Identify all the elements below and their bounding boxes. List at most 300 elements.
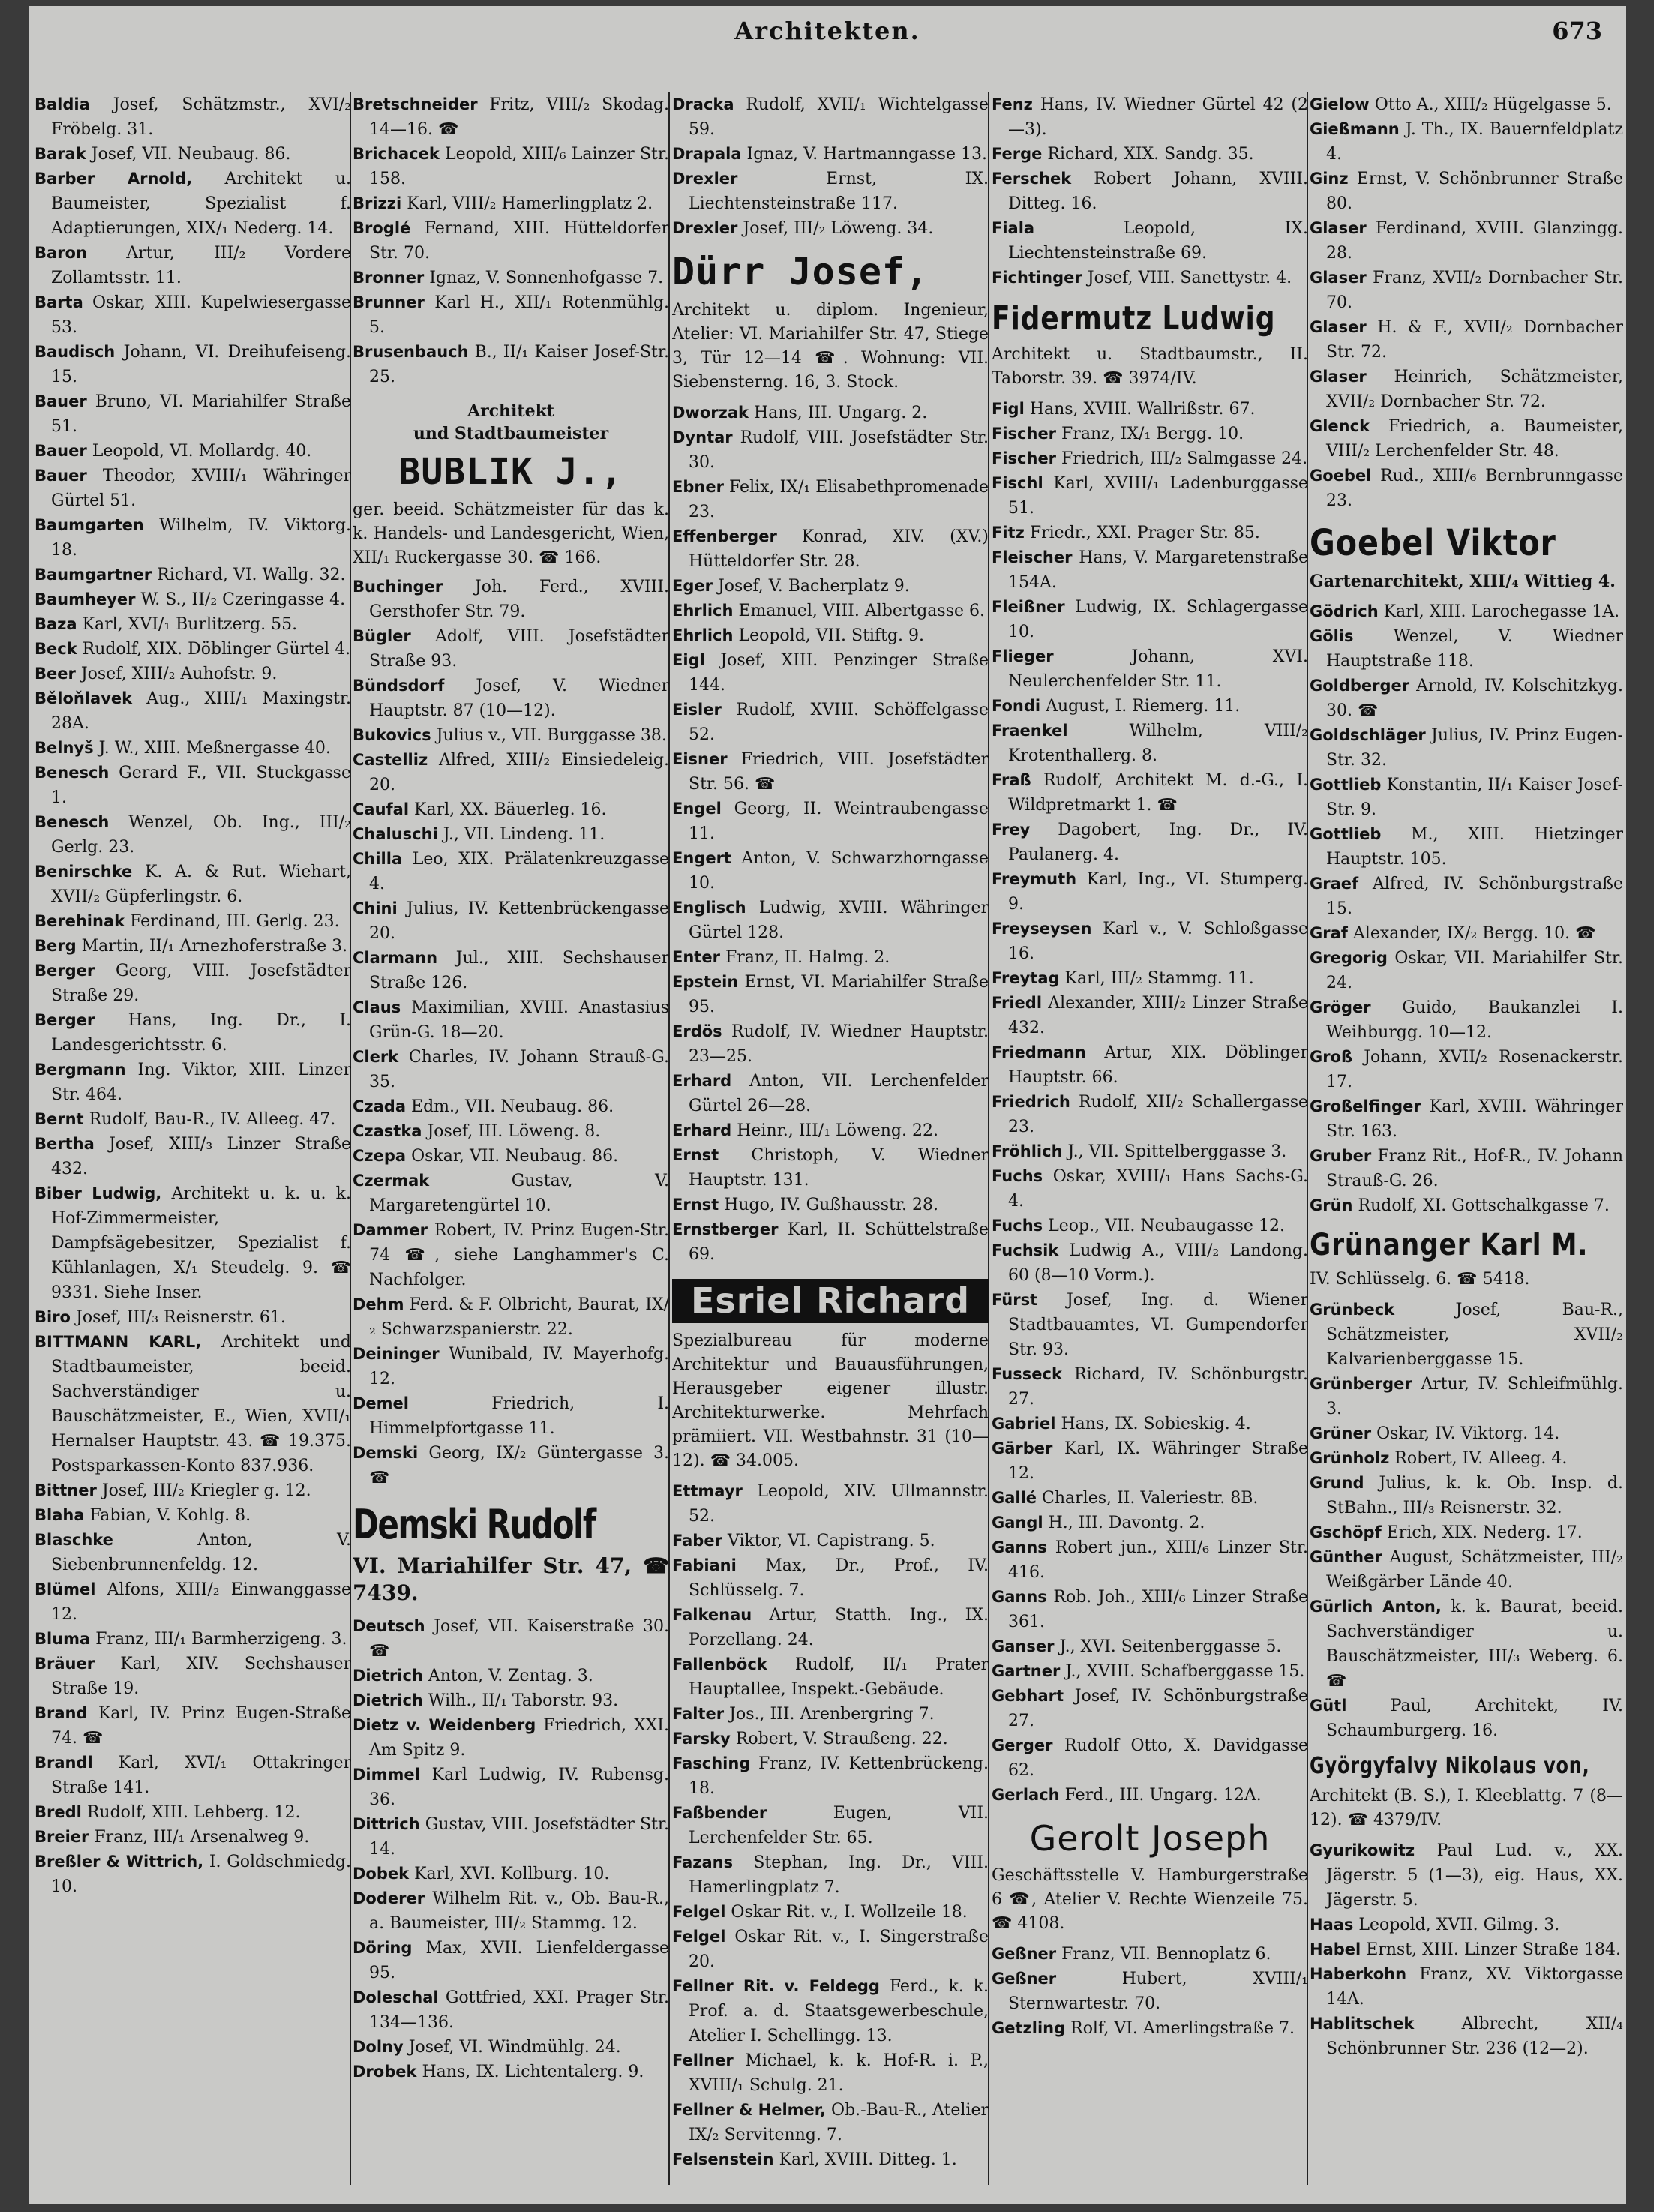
entry-details: Alexander, XIII/₂ Linzer Straße 432. — [1008, 994, 1308, 1038]
entry-list — [1310, 92, 1623, 513]
directory-entry — [672, 2048, 989, 2098]
entry-name: Blaschke — [35, 1531, 113, 1549]
entry-details: Oskar, VII. Mariahilfer Str. 24. — [1326, 948, 1623, 992]
entry-details: Richard, IV. Schönburgstr. 27. — [1008, 1365, 1308, 1409]
directory-entry — [353, 191, 669, 216]
column-1 — [35, 92, 351, 2185]
entry-name: Gottlieb — [1310, 824, 1382, 843]
directory-entry — [353, 1862, 669, 1886]
directory-entry — [1310, 624, 1623, 674]
entry-details: Georg, IX/₂ Güntergasse 3. ☎ — [369, 1443, 669, 1487]
entry-details: Georg, II. Weintraubengasse 11. — [689, 800, 989, 843]
entry-details: Hans, III. Ungarg. 2. — [753, 404, 928, 422]
directory-entry — [353, 1812, 669, 1862]
ad-line: und Stadtbaumeister — [413, 424, 609, 443]
entry-details: Josef, VI. Windmühlg. 24. — [408, 2038, 621, 2057]
directory-entry — [672, 747, 989, 797]
directory-entry — [1310, 1094, 1623, 1144]
directory-entry — [992, 545, 1308, 595]
entry-name: Breßler & Wittrich, — [35, 1853, 204, 1871]
directory-entry — [1310, 315, 1623, 365]
directory-entry — [35, 1330, 351, 1478]
entry-name: Dobek — [353, 1865, 410, 1883]
column-3 — [672, 92, 989, 2185]
entry-name: Eigl — [672, 651, 705, 669]
entry-name: Demel — [353, 1394, 409, 1412]
directory-entry — [992, 1040, 1308, 1090]
directory-entry — [992, 1634, 1308, 1659]
entry-details: K. A. & Rut. Wiehart, XVII/₂ Güpferlingstr. 6. — [51, 863, 351, 906]
entry-name: Ebner — [672, 478, 724, 496]
directory-entry — [35, 1528, 351, 1577]
advertisement-esriel — [672, 1279, 989, 1473]
directory-entry — [1310, 872, 1623, 921]
entry-name: Friedl — [992, 994, 1043, 1013]
entry-details: Karl, XVI. Kollburg. 10. — [414, 1865, 610, 1884]
directory-entry — [1310, 1144, 1623, 1193]
directory-entry — [992, 1436, 1308, 1486]
entry-name: Demski — [353, 1443, 419, 1462]
directory-entry — [1310, 1595, 1623, 1694]
directory-entry — [672, 425, 989, 475]
entry-details: Karl, II. Schüttelstraße 69. — [689, 1220, 989, 1264]
entry-details: Karl Ludwig, IV. Rubensg. 36. — [369, 1766, 669, 1810]
entry-name: Grün — [1310, 1196, 1353, 1214]
page-title: Architekten. — [734, 17, 920, 45]
entry-name: Buchinger — [353, 577, 443, 596]
entry-details: Rudolf, XIII. Lehberg. 12. — [86, 1803, 301, 1822]
entry-name: Gschöpf — [1310, 1523, 1382, 1541]
entry-details: Max, Dr., Prof., IV. Schlüsselg. 7. — [689, 1556, 989, 1600]
entry-list — [672, 1479, 989, 2172]
directory-entry — [353, 896, 669, 946]
entry-details: Edm., VII. Neubaug. 86. — [411, 1097, 614, 1116]
directory-entry — [992, 595, 1308, 644]
directory-entry — [353, 1391, 669, 1441]
entry-name: Fasching — [672, 1754, 751, 1772]
advertisement-gruenanger — [1310, 1229, 1623, 1292]
entry-details: Ernst, IX. Liechtensteinstraße 117. — [689, 170, 989, 213]
entry-list — [672, 401, 989, 1267]
entry-name: Felgel — [672, 1927, 726, 1946]
directory-entry — [992, 818, 1308, 867]
directory-entry — [672, 475, 989, 524]
directory-entry — [1310, 1298, 1623, 1372]
entry-details: Karl, VIII/₂ Hamerlingplatz 2. — [407, 194, 653, 213]
directory-entry — [1310, 1520, 1623, 1545]
directory-entry — [672, 1193, 989, 1217]
entry-details: Max, XVII. Lienfeldergasse 95. — [369, 1939, 669, 1983]
entry-details: Alexander, IX/₂ Bergg. 10. ☎ — [1352, 923, 1596, 943]
entry-name: Gruber — [1310, 1146, 1372, 1165]
directory-entry — [35, 1701, 351, 1751]
directory-entry — [35, 959, 351, 1008]
entry-details: Franz, XV. Viktorgasse 14A. — [1326, 1964, 1623, 2009]
entry-name: Grünberger — [1310, 1374, 1412, 1393]
directory-entry — [672, 1143, 989, 1193]
entry-name: Clerk — [353, 1047, 399, 1066]
entry-name: Friedrich — [992, 1093, 1070, 1112]
entry-details: Josef, Bau-R., Schätzmeister, XVII/₂ Kalvarienberggasse 15. — [1326, 1300, 1623, 1369]
entry-name: Brichacek — [353, 145, 440, 163]
directory-entry — [992, 719, 1308, 768]
entry-name: Ferge — [992, 145, 1043, 163]
entry-details: Ob.-Bau-R., Atelier IX/₂ Servitenng. 7. — [689, 2100, 989, 2144]
directory-entry — [672, 2147, 989, 2172]
directory-entry — [35, 513, 351, 563]
entry-name: Gerlach — [992, 1786, 1060, 1805]
directory-entry — [35, 662, 351, 686]
entry-details: k. k. Baurat, beeid. Sachverständiger u. Bauschätzmeister, III/₃ Weberg. 6. ☎ — [1326, 1597, 1623, 1691]
entry-name: Blümel — [35, 1580, 96, 1598]
ad-text: Architekt u. diplom. Ingenieur, Atelier: VI. Mariahilfer Str. 47, Stiege 3, Tür 12—14 ☎. Wohnung: VII. Siebensterng. 16, 3. Stock. — [672, 301, 989, 392]
entry-list — [992, 92, 1308, 290]
entry-name: Ganns — [992, 1588, 1047, 1607]
directory-entry — [1310, 946, 1623, 995]
entry-details: Franz, III/₁ Barmherzigeng. 3. — [95, 1630, 347, 1649]
entry-details: Anton, V. Siebenbrunnenfeldg. 12. — [51, 1531, 351, 1574]
directory-entry — [1310, 1421, 1623, 1446]
entry-details: Wilhelm Rit. v., Ob. Bau-R., a. Baumeister, III/₂ Stammg. 12. — [369, 1889, 669, 1934]
directory-entry — [353, 1045, 669, 1094]
directory-entry — [1310, 1045, 1623, 1094]
ad-name: Demski Rudolf — [353, 1500, 596, 1548]
directory-entry — [1310, 2012, 1623, 2061]
entry-details: Josef, V. Bacherplatz 9. — [717, 577, 910, 596]
entry-name: Berehinak — [35, 912, 125, 930]
entry-name: Czermak — [353, 1171, 430, 1190]
entry-name: Bittner — [35, 1481, 97, 1499]
directory-entry — [35, 612, 351, 637]
entry-name: Broglé — [353, 219, 411, 237]
entry-details: Rud., XIII/₆ Bernbrunngasse 23. — [1326, 467, 1623, 510]
entry-name: Bräuer — [35, 1655, 95, 1673]
directory-entry — [1310, 674, 1623, 723]
entry-name: Fellner Rit. v. Feldegg — [672, 1976, 880, 1995]
entry-details: Karl, XVIII/₁ Ladenburggasse 51. — [1008, 474, 1308, 518]
directory-entry — [35, 1107, 351, 1132]
entry-details: Oskar, VII. Neubaug. 86. — [411, 1146, 619, 1166]
directory-entry — [992, 92, 1308, 142]
entry-name: Grund — [1310, 1473, 1364, 1492]
entry-name: Gerger — [992, 1736, 1053, 1755]
directory-entry — [672, 142, 989, 167]
entry-details: Paul Lud. v., XX. Jägerstr. 5 (1—3), eig. Haus, XX. Jägerstr. 5. — [1326, 1841, 1623, 1910]
entry-name: Fallenböck — [672, 1655, 767, 1673]
entry-details: Robert, IV. Alleeg. 4. — [1394, 1448, 1568, 1468]
entry-name: Glaser — [1310, 318, 1367, 336]
entry-name: Fabiani — [672, 1556, 737, 1574]
advertisement-bublik — [353, 400, 669, 570]
entry-details: Aug., XIII/₁ Maxingstr. 28A. — [51, 689, 351, 733]
entry-details: Adolf, VIII. Josefstädter Straße 93. — [369, 626, 669, 671]
entry-details: I. Goldschmiedg. 10. — [51, 1853, 351, 1896]
entry-name: Dimmel — [353, 1766, 420, 1784]
entry-name: Ernstberger — [672, 1220, 779, 1238]
directory-entry — [353, 266, 669, 290]
entry-details: Ernst, VI. Mariahilfer Straße 95. — [689, 973, 989, 1016]
directory-entry — [353, 1688, 669, 1713]
directory-entry — [353, 340, 669, 389]
ad-text: ger. beeid. Schätzmeister für das k. k. Handels- und Landesgericht, Wien, XII/₁ Ruckergasse 30. ☎ 166. — [353, 500, 669, 567]
directory-entry — [1310, 1471, 1623, 1520]
column-2 — [353, 92, 669, 2185]
entry-details: Friedrich, I. Himmelpfortgasse 11. — [369, 1394, 669, 1438]
entry-name: Drapala — [672, 145, 742, 163]
entry-name: Fürst — [992, 1291, 1038, 1310]
entry-details: Oskar Rit. v., I. Singerstraße 20. — [689, 1927, 989, 1971]
entry-details: Richard, XIX. Sandg. 35. — [1047, 145, 1254, 164]
entry-details: Oskar, IV. Viktorg. 14. — [1376, 1424, 1560, 1443]
directory-entry — [1310, 1838, 1623, 1913]
directory-entry — [35, 1132, 351, 1181]
entry-details: Julius, IV. Prinz Eugen-Str. 32. — [1326, 725, 1623, 770]
directory-entry — [992, 266, 1308, 290]
entry-details: Ferd., III. Ungarg. 12A. — [1064, 1786, 1262, 1805]
directory-entry — [1310, 92, 1623, 117]
entry-name: Fröhlich — [992, 1142, 1063, 1161]
directory-entry — [992, 1214, 1308, 1238]
entry-details: Karl, XIII. Larochegasse 1A. — [1383, 602, 1620, 621]
entry-name: Brizzi — [353, 194, 402, 212]
directory-entry — [992, 1942, 1308, 1967]
entry-name: Gebhart — [992, 1687, 1064, 1706]
entry-details: Hans, IX. Lichtentalerg. 9. — [422, 2063, 644, 2082]
directory-entry — [672, 797, 989, 846]
directory-entry — [992, 1783, 1308, 1808]
entry-name: Glenck — [1310, 417, 1370, 435]
entry-details: Rudolf, Bau-R., IV. Alleeg. 47. — [89, 1110, 336, 1129]
directory-entry — [353, 995, 669, 1045]
directory-entry — [992, 644, 1308, 694]
entry-details: H. & F., XVII/₂ Dornbacher Str. 72. — [1326, 318, 1623, 362]
directory-entry — [1310, 117, 1623, 167]
directory-entry — [35, 439, 351, 464]
directory-entry — [1310, 995, 1623, 1045]
directory-entry — [353, 674, 669, 723]
entry-name: Bretschneider — [353, 95, 478, 113]
entry-details: Josef, XIII/₂ Auhofstr. 9. — [80, 665, 278, 683]
entry-name: Bertha — [35, 1135, 95, 1153]
entry-name: Baron — [35, 244, 87, 262]
entry-details: Rudolf, II/₁ Prater Hauptallee, Inspekt.-Gebäude. — [689, 1655, 989, 1699]
entry-details: Hans, V. Margaretenstraße 154A. — [1008, 548, 1308, 593]
entry-name: Enter — [672, 948, 720, 966]
ad-text: Architekt (B. S.), I. Kleeblattg. 7 (8—12). ☎ 4379/IV. — [1310, 1786, 1623, 1829]
entry-details: Josef, VII. Neubaug. 86. — [91, 145, 291, 164]
entry-details: Josef, XIII/₃ Linzer Straße 432. — [51, 1135, 351, 1178]
directory-entry — [992, 1486, 1308, 1511]
directory-entry — [672, 2098, 989, 2147]
entry-details: Franz Rit., Hof-R., IV. Johann Strauß-G. 26. — [1326, 1146, 1623, 1190]
entry-name: Blaha — [35, 1506, 85, 1524]
directory-entry — [992, 867, 1308, 917]
entry-name: Bauer — [35, 467, 87, 485]
directory-entry — [672, 1603, 989, 1652]
entry-details: Anton, VII. Lerchenfelder Gürtel 26—28. — [689, 1072, 989, 1115]
directory-entry — [353, 290, 669, 340]
ad-text: Gartenarchitekt, XIII/₄ Wittieg 4. — [1310, 571, 1616, 591]
entry-name: Deutsch — [353, 1617, 425, 1636]
entry-name: Běloňlavek — [35, 689, 133, 707]
directory-entry — [1310, 1372, 1623, 1421]
directory-entry — [353, 1218, 669, 1292]
entry-details: Ing. Viktor, XIII. Linzer Str. 464. — [51, 1061, 351, 1104]
entry-list — [35, 92, 351, 1899]
entry-name: Gallé — [992, 1489, 1037, 1508]
entry-name: Fischer — [992, 449, 1057, 468]
directory-entry — [353, 748, 669, 797]
entry-name: Doderer — [353, 1889, 425, 1908]
directory-entry — [35, 1008, 351, 1058]
entry-details: Oskar, XIII. Kupelwiesergasse 53. — [51, 293, 351, 337]
entry-details: Leopold, VI. Mollardg. 40. — [92, 442, 312, 461]
entry-list — [353, 92, 669, 389]
entry-name: Fleißner — [992, 598, 1065, 617]
entry-details: Oskar Rit. v., I. Wollzeile 18. — [731, 1902, 968, 1922]
entry-name: Dracka — [672, 95, 734, 113]
entry-details: Josef, III/₂ Löweng. 34. — [743, 219, 934, 238]
entry-details: Otto A., XIII/₂ Hügelgasse 5. — [1374, 95, 1612, 114]
entry-name: Glaser — [1310, 368, 1367, 386]
entry-name: Drobek — [353, 2063, 417, 2081]
entry-details: Rob. Joh., XIII/₆ Linzer Straße 361. — [1008, 1588, 1308, 1632]
directory-entry — [672, 1850, 989, 1900]
entry-details: Karl, III/₂ Stammg. 11. — [1064, 969, 1254, 989]
entry-details: Hans, IX. Sobieskig. 4. — [1061, 1415, 1251, 1434]
directory-entry — [35, 637, 351, 662]
entry-name: Ehrlich — [672, 602, 734, 620]
entry-details: Charles, IV. Johann Strauß-G. 35. — [369, 1047, 669, 1091]
directory-entry — [672, 1019, 989, 1069]
entry-name: Fusseck — [992, 1365, 1062, 1384]
entry-name: Gangl — [992, 1514, 1043, 1532]
entry-details: Dagobert, Ing. Dr., IV. Paulanerg. 4. — [1008, 821, 1308, 865]
entry-name: Fischl — [992, 474, 1043, 493]
entry-details: Ernst, XIII. Linzer Straße 184. — [1366, 1940, 1621, 1959]
entry-details: Theodor, XVIII/₁ Währinger Gürtel 51. — [51, 467, 351, 510]
directory-entry — [35, 464, 351, 513]
entry-details: Fritz, VIII/₂ Skodag. 14—16. ☎ — [369, 95, 669, 139]
entry-details: Eugen, VII. Lerchenfelder Str. 65. — [689, 1803, 989, 1847]
directory-entry — [1310, 266, 1623, 315]
entry-details: J., XVIII. Schafberggasse 15. — [1065, 1662, 1305, 1682]
entry-details: Karl, XVI/₁ Burlitzerg. 55. — [82, 615, 298, 634]
entry-details: Rudolf, XVII/₁ Wichtelgasse 59. — [689, 95, 989, 139]
directory-entry — [35, 810, 351, 860]
directory-entry — [1310, 822, 1623, 872]
directory-entry — [1310, 414, 1623, 464]
entry-name: Fraß — [992, 771, 1031, 790]
entry-name: Bukovics — [353, 725, 431, 744]
entry-details: Leopold, XIV. Ullmannstr. 52. — [689, 1481, 989, 1526]
entry-details: Joh. Ferd., XVIII. Gersthofer Str. 79. — [369, 577, 669, 621]
entry-name: Freymuth — [992, 870, 1077, 889]
entry-name: Brandl — [35, 1754, 93, 1772]
page-header — [29, 17, 1626, 62]
directory-entry — [353, 1985, 669, 2035]
entry-details: Karl, XVIII. Währinger Str. 163. — [1326, 1097, 1623, 1141]
entry-name: Fuchsik — [992, 1241, 1059, 1260]
entry-details: Artur, IV. Schleifmühlg. 3. — [1326, 1374, 1623, 1418]
entry-details: J., VII. Lindeng. 11. — [443, 824, 605, 844]
entry-name: Engel — [672, 800, 722, 818]
entry-name: Brand — [35, 1704, 88, 1722]
entry-details: Alfred, XIII/₂ Einsiedeleig. 20. — [369, 750, 669, 794]
ad-line: Architekt — [467, 401, 554, 421]
entry-name: Ginz — [1310, 170, 1349, 188]
entry-name: Gregorig — [1310, 948, 1388, 967]
directory-entry — [992, 397, 1308, 422]
entry-name: Baumheyer — [35, 590, 136, 608]
ad-name: Fidermutz Ludwig — [992, 299, 1276, 338]
directory-entry — [992, 2016, 1308, 2041]
ad-name: Gerolt Joseph — [1029, 1818, 1271, 1859]
entry-details: Wilhelm, IV. Viktorg. 18. — [51, 516, 351, 560]
entry-name: Fellner — [672, 2051, 734, 2069]
entry-name: Baumgartner — [35, 566, 152, 584]
directory-entry — [35, 1577, 351, 1627]
entry-name: Fuchs — [992, 1217, 1043, 1235]
column-4 — [992, 92, 1308, 2185]
entry-name: Breier — [35, 1828, 89, 1846]
directory-entry — [353, 624, 669, 674]
directory-entry — [1310, 167, 1623, 216]
directory-page — [29, 6, 1626, 2204]
column-5 — [1310, 92, 1623, 2185]
entry-name: Claus — [353, 998, 401, 1016]
directory-entry — [672, 1217, 989, 1267]
entry-name: Baza — [35, 615, 77, 633]
directory-entry — [35, 340, 351, 389]
directory-entry — [992, 1733, 1308, 1783]
entry-details: J. Th., IX. Bauernfeldplatz 4. — [1326, 120, 1623, 164]
entry-name: Geßner — [992, 1969, 1057, 1988]
entry-details: Franz, VII. Bennoplatz 6. — [1061, 1944, 1271, 1964]
directory-entry — [35, 1305, 351, 1330]
entry-name: Bauer — [35, 442, 87, 460]
entry-details: Karl, XIV. Sechshauser Straße 19. — [51, 1655, 351, 1698]
entry-details: Ignaz, V. Hartmanngasse 13. — [746, 145, 987, 164]
entry-list — [672, 92, 989, 241]
directory-entry — [992, 422, 1308, 446]
entry-details: B., II/₁ Kaiser Josef-Str. 25. — [369, 343, 669, 386]
directory-entry — [35, 1503, 351, 1528]
entry-name: Gyurikowitz — [1310, 1841, 1415, 1859]
entry-name: Habel — [1310, 1940, 1361, 1958]
directory-entry — [992, 991, 1308, 1040]
entry-name: Grünholz — [1310, 1448, 1390, 1467]
entry-name: Chaluschi — [353, 824, 438, 843]
entry-details: Johann, VI. Dreihufeiseng. 15. — [51, 343, 351, 386]
entry-details: Franz, IX/₁ Bergg. 10. — [1061, 425, 1244, 444]
directory-entry — [353, 1169, 669, 1218]
entry-details: Artur, III/₂ Vordere Zollamtsstr. 11. — [51, 244, 351, 287]
entry-name: Erdös — [672, 1022, 722, 1040]
directory-entry — [35, 1652, 351, 1701]
entry-name: Goldschläger — [1310, 725, 1426, 744]
directory-entry — [672, 216, 989, 241]
entry-list — [1310, 1838, 1623, 2061]
advertisement-demski — [353, 1502, 669, 1607]
entry-details: Alfred, IV. Schönburgstraße 15. — [1326, 874, 1623, 918]
entry-name: Barak — [35, 145, 86, 163]
directory-entry — [1310, 365, 1623, 414]
directory-entry — [672, 574, 989, 599]
directory-entry — [992, 1164, 1308, 1214]
entry-name: Faßbender — [672, 1803, 767, 1822]
directory-entry — [672, 1529, 989, 1553]
